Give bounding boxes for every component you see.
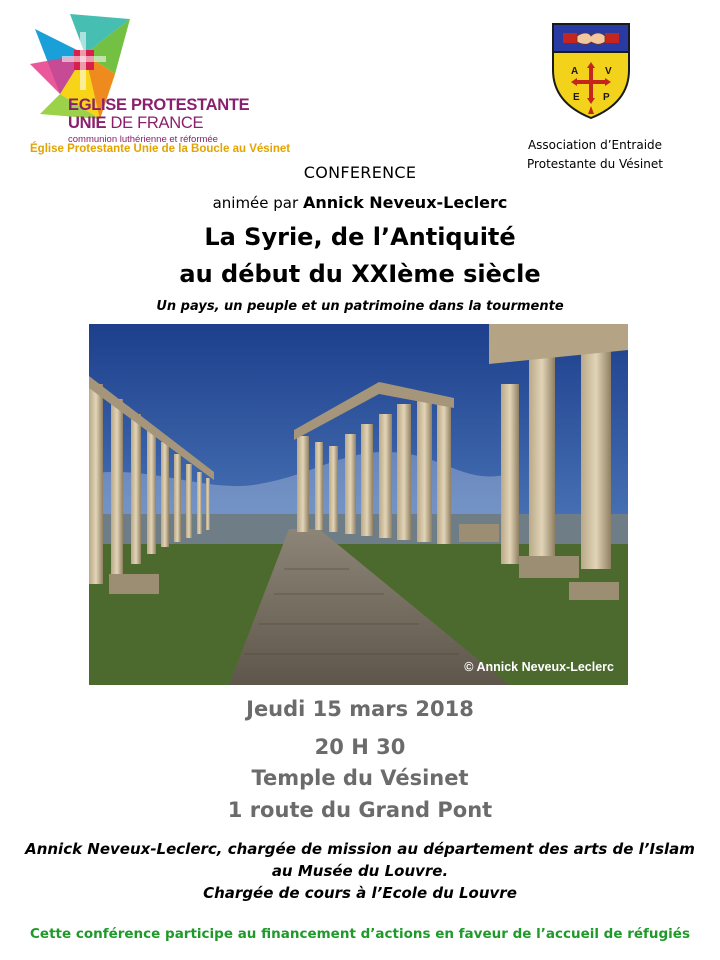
presented-by-prefix: animée par <box>212 194 303 212</box>
event-date: Jeudi 15 mars 2018 <box>246 697 474 721</box>
shield-letter-p: P <box>603 92 610 103</box>
footer-note: Cette conférence participe au financement d’actions en faveur de l’accueil de réfugiés <box>30 926 690 942</box>
colonnade-photo <box>89 324 628 685</box>
association-line1: Association d’Entraide <box>527 138 663 152</box>
logo-title-line1: EGLISE PROTESTANTE <box>68 96 250 114</box>
bio-line1: Annick Neveux-Leclerc, chargée de mission au département des arts de l’Islam <box>25 840 695 858</box>
shield-letter-a: A <box>571 66 579 77</box>
event-kind: CONFERENCE <box>303 163 417 182</box>
local-church-name: Église Protestante Unie de la Boucle au Vésinet <box>30 143 291 155</box>
shield-letter-e: E <box>573 92 580 103</box>
photo-copyright: © Annick Neveux-Leclerc <box>464 660 614 674</box>
logo-tagline: communion luthérienne et réformée <box>68 134 218 145</box>
epudf-logo <box>30 14 270 144</box>
event-address: 1 route du Grand Pont <box>227 798 493 822</box>
event-subtitle: Un pays, un peuple et un patrimoine dans la tourmente <box>156 299 564 314</box>
event-place: Temple du Vésinet <box>251 766 469 790</box>
event-title-line2: au début du XXIème siècle <box>179 260 541 288</box>
bio-line3: Chargée de cours à l’Ecole du Louvre <box>203 884 517 902</box>
association-line2: Protestante du Vésinet <box>527 157 663 171</box>
speaker-bio <box>0 838 720 904</box>
speaker-name: Annick Neveux-Leclerc <box>302 193 508 212</box>
logo-title-line2: UNIE DE FRANCE <box>68 114 204 132</box>
event-title-line1: La Syrie, de l’Antiquité <box>204 223 516 251</box>
speaker-line <box>0 193 720 212</box>
shield-letter-v: V <box>605 66 612 77</box>
bio-line2: au Musée du Louvre. <box>271 862 449 880</box>
event-time: 20 H 30 <box>314 735 406 759</box>
handshake-huguenot-cross-shield-icon <box>551 22 631 120</box>
